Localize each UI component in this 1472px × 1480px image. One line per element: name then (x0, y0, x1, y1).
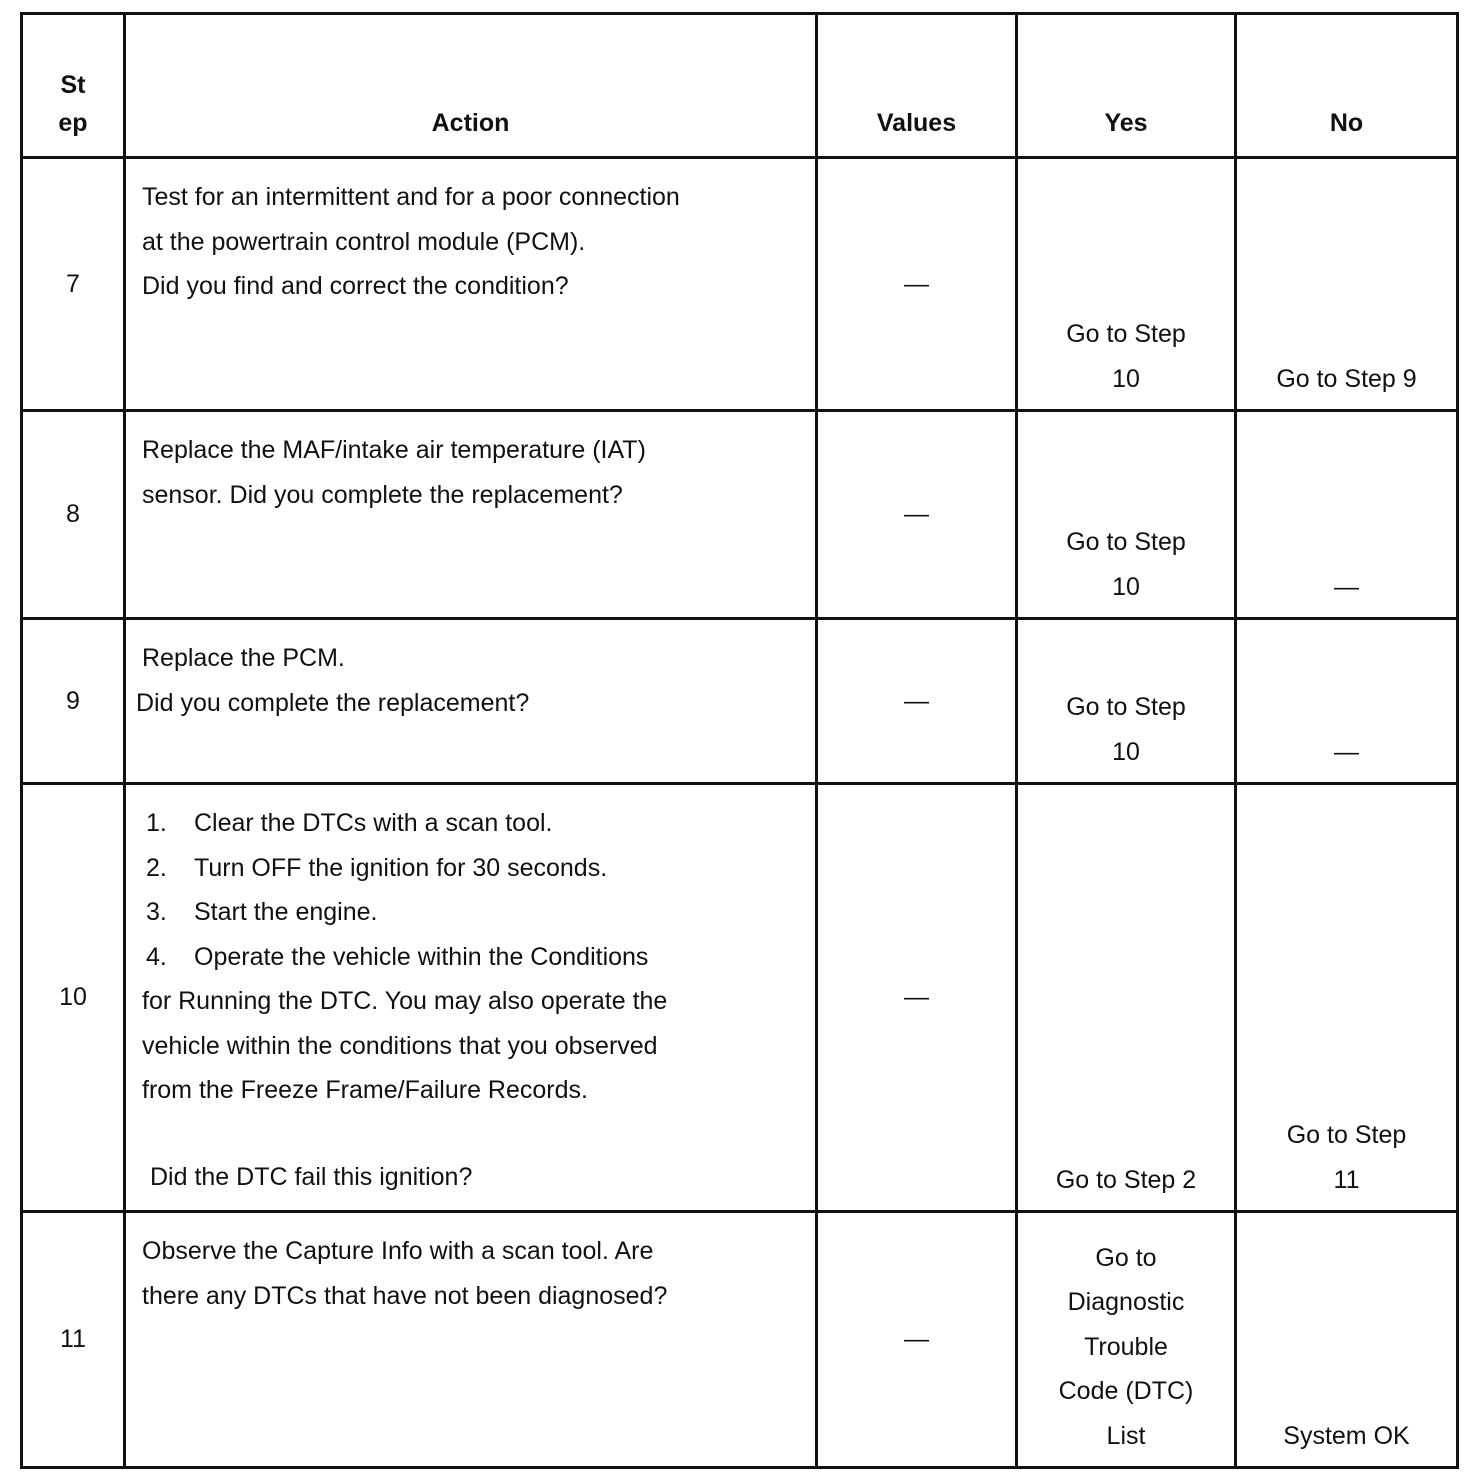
list-text: Turn OFF the ignition for 30 seconds. (194, 853, 608, 882)
yes-line: Go to Step 2 (1055, 1165, 1197, 1194)
list-number: 3. (146, 898, 167, 926)
yes-cell (1017, 411, 1236, 619)
header-step-line1: St (60, 71, 86, 99)
yes-cell (1017, 1212, 1236, 1468)
yes-line: Code (DTC) (1058, 1377, 1194, 1405)
table-row (22, 1212, 1458, 1468)
table-row (22, 158, 1458, 411)
no-line: Go to Step (1286, 1121, 1407, 1149)
step-number: 11 (22, 1212, 125, 1468)
yes-line: Go to (1095, 1243, 1157, 1272)
action-line: Replace the PCM. (142, 644, 345, 672)
yes-cell (1017, 619, 1236, 784)
table-row (22, 784, 1458, 1212)
no-line: 11 (1333, 1165, 1360, 1194)
header-action: Action (125, 14, 817, 158)
values-cell: — (817, 619, 1017, 784)
step-number: 7 (22, 158, 125, 411)
action-line: Did you complete the replacement? (136, 688, 530, 717)
action-text (125, 411, 817, 619)
action-line: vehicle within the conditions that you observed (142, 1031, 658, 1060)
list-text: Clear the DTCs with a scan tool. (194, 809, 553, 837)
step-number: 10 (22, 784, 125, 1212)
no-cell (1236, 158, 1458, 411)
yes-line: 10 (1112, 572, 1140, 601)
list-item (142, 935, 795, 980)
list-number: 1. (146, 809, 167, 837)
yes-line: Go to Step (1066, 528, 1186, 556)
header-step (22, 14, 125, 158)
step-number: 8 (22, 411, 125, 619)
no-line: — (1334, 737, 1359, 766)
list-item (142, 801, 795, 846)
action-line: at the powertrain control module (PCM). (142, 227, 586, 256)
no-line: Go to Step 9 (1276, 364, 1417, 393)
header-no: No (1236, 14, 1458, 158)
no-cell (1236, 1212, 1458, 1468)
values-cell: — (817, 158, 1017, 411)
list-text: Operate the vehicle within the Conditions (194, 942, 649, 971)
yes-line: 10 (1112, 737, 1140, 766)
no-cell (1236, 619, 1458, 784)
action-line: sensor. Did you complete the replacement? (142, 480, 623, 509)
action-line: Observe the Capture Info with a scan tool. Are (142, 1237, 654, 1265)
yes-cell (1017, 784, 1236, 1212)
list-item (142, 890, 795, 935)
no-cell (1236, 784, 1458, 1212)
no-line: — (1334, 572, 1359, 601)
values-cell: — (817, 1212, 1017, 1468)
action-line: Replace the MAF/intake air temperature (IAT) (142, 436, 646, 464)
yes-line: Go to Step (1066, 320, 1186, 348)
yes-line: Diagnostic (1067, 1288, 1185, 1316)
list-text: Start the engine. (194, 898, 378, 926)
list-item (142, 846, 795, 891)
action-line: there any DTCs that have not been diagnosed? (142, 1281, 668, 1310)
action-line: Did you find and correct the condition? (142, 272, 569, 300)
action-line: from the Freeze Frame/Failure Records. (142, 1076, 588, 1104)
header-yes: Yes (1017, 14, 1236, 158)
action-text (125, 619, 817, 784)
table-row (22, 411, 1458, 619)
action-line: for Running the DTC. You may also operate the (142, 987, 668, 1015)
action-text (125, 784, 817, 1212)
action-line: Test for an intermittent and for a poor connection (142, 183, 680, 211)
step-number: 9 (22, 619, 125, 784)
table-row (22, 619, 1458, 784)
action-text (125, 1212, 817, 1468)
action-text (125, 158, 817, 411)
action-question: Did the DTC fail this ignition? (150, 1162, 473, 1191)
values-cell: — (817, 411, 1017, 619)
yes-line: Go to Step (1066, 693, 1186, 721)
header-step-line2: ep (58, 109, 88, 137)
yes-line: Trouble (1084, 1332, 1168, 1361)
yes-line: List (1106, 1421, 1146, 1450)
yes-line: 10 (1112, 364, 1140, 393)
list-number: 2. (146, 853, 167, 882)
list-number: 4. (146, 942, 167, 971)
yes-cell (1017, 158, 1236, 411)
values-cell: — (817, 784, 1017, 1212)
header-row (22, 14, 1458, 158)
no-line: System OK (1283, 1421, 1410, 1450)
diagnostic-steps-table (20, 12, 1459, 1469)
no-cell (1236, 411, 1458, 619)
header-values: Values (817, 14, 1017, 158)
